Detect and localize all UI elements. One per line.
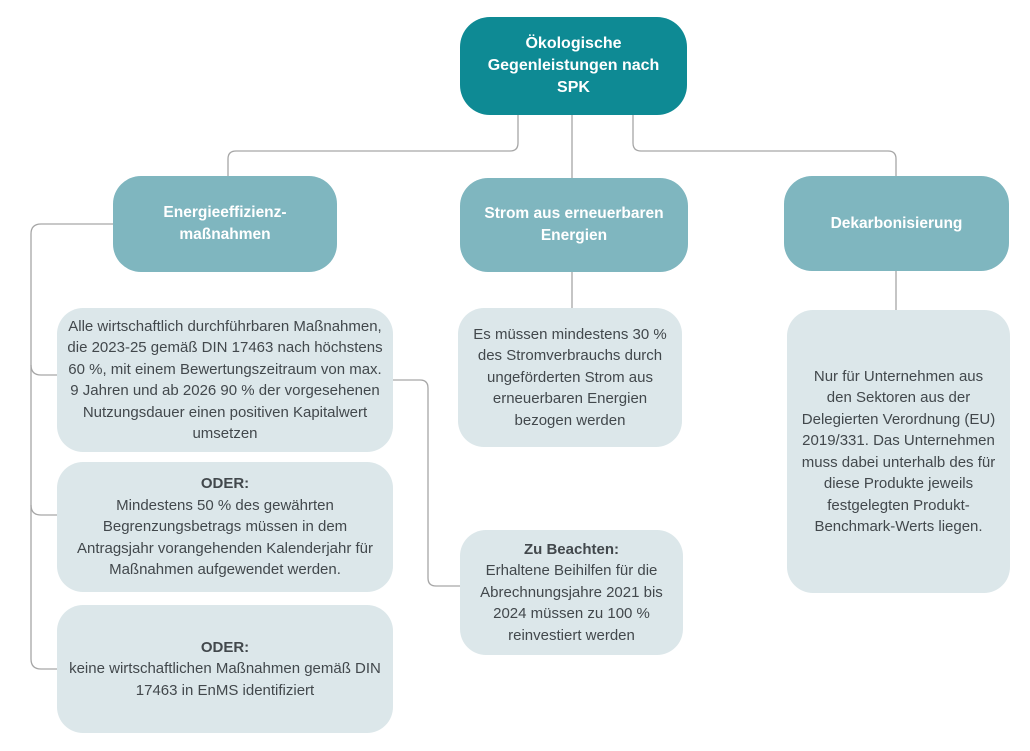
node-root	[460, 17, 687, 115]
leaf-heading-text: Zu Beachten:	[523, 540, 619, 558]
leaf-body-text: Mindestens 50 % des gewährten Begrenzungsbetrags müssen in dem Antragsjahr vorangehenden Kalenderjahr für Maßnahmen aufgewendet werden.	[76, 496, 374, 579]
connector-leaf1-to-zu-beachten	[393, 380, 460, 586]
node-leaf-energieeffizienz-oder-2	[57, 605, 393, 733]
node-branch-dekarbonisierung	[784, 176, 1009, 271]
node-branch-label: Strom aus erneuerbaren Energien	[484, 205, 664, 244]
leaf-body-text: Alle wirtschaftlich durchführbaren Maßnahmen, die 2023-25 gemäß DIN 17463 nach höchstens 60 %, mit einem Bewertungszeitraum von max. 9 Jahren und ab 2026 90 % der vorgesehenen Nutzungsdauer einen positiven Kapitalwert umsetzen	[67, 317, 383, 442]
node-branch-erneuerbare-energien	[460, 178, 688, 272]
connector-root-to-energieeffizienz	[228, 115, 518, 176]
node-root-label: Ökologische Gegenleistungen nach SPK	[487, 35, 660, 96]
connector-rail-branch-leaf2	[31, 505, 57, 515]
leaf-heading-text: ODER:	[200, 638, 250, 656]
node-leaf-energieeffizienz-massnahmen	[57, 308, 393, 452]
connector-root-to-dekarbonisierung	[633, 115, 896, 176]
node-leaf-stromverbrauch	[458, 308, 682, 447]
leaf-body-text: Erhaltene Beihilfen für die Abrechnungsjahre 2021 bis 2024 müssen zu 100 % reinvestiert werden	[480, 562, 663, 644]
node-branch-label: Dekarbonisierung	[830, 214, 963, 232]
node-branch-label: Energieeffizienz-maßnahmen	[163, 204, 287, 243]
leaf-body-text: Nur für Unternehmen aus den Sektoren aus der Delegierten Verordnung (EU) 2019/331. Das Unternehmen muss dabei unterhalb des für diese Produkte jeweils festgelegten Produkt-Benchmark-Werts liegen.	[801, 367, 996, 535]
node-leaf-dekarbonisierung-sektoren	[787, 310, 1010, 593]
node-leaf-zu-beachten	[460, 530, 683, 655]
leaf-body-text: Es müssen mindestens 30 % des Stromverbrauchs durch ungeförderten Strom aus erneuerbaren Energien bezogen werden	[473, 325, 667, 429]
node-branch-energieeffizienz	[113, 176, 337, 272]
leaf-body-text: keine wirtschaftlichen Maßnahmen gemäß DIN 17463 in EnMS identifiziert	[69, 660, 381, 699]
connector-rail-branch-leaf1	[31, 365, 57, 375]
leaf-heading-text: ODER:	[200, 475, 250, 493]
node-leaf-energieeffizienz-oder-1	[57, 462, 393, 592]
